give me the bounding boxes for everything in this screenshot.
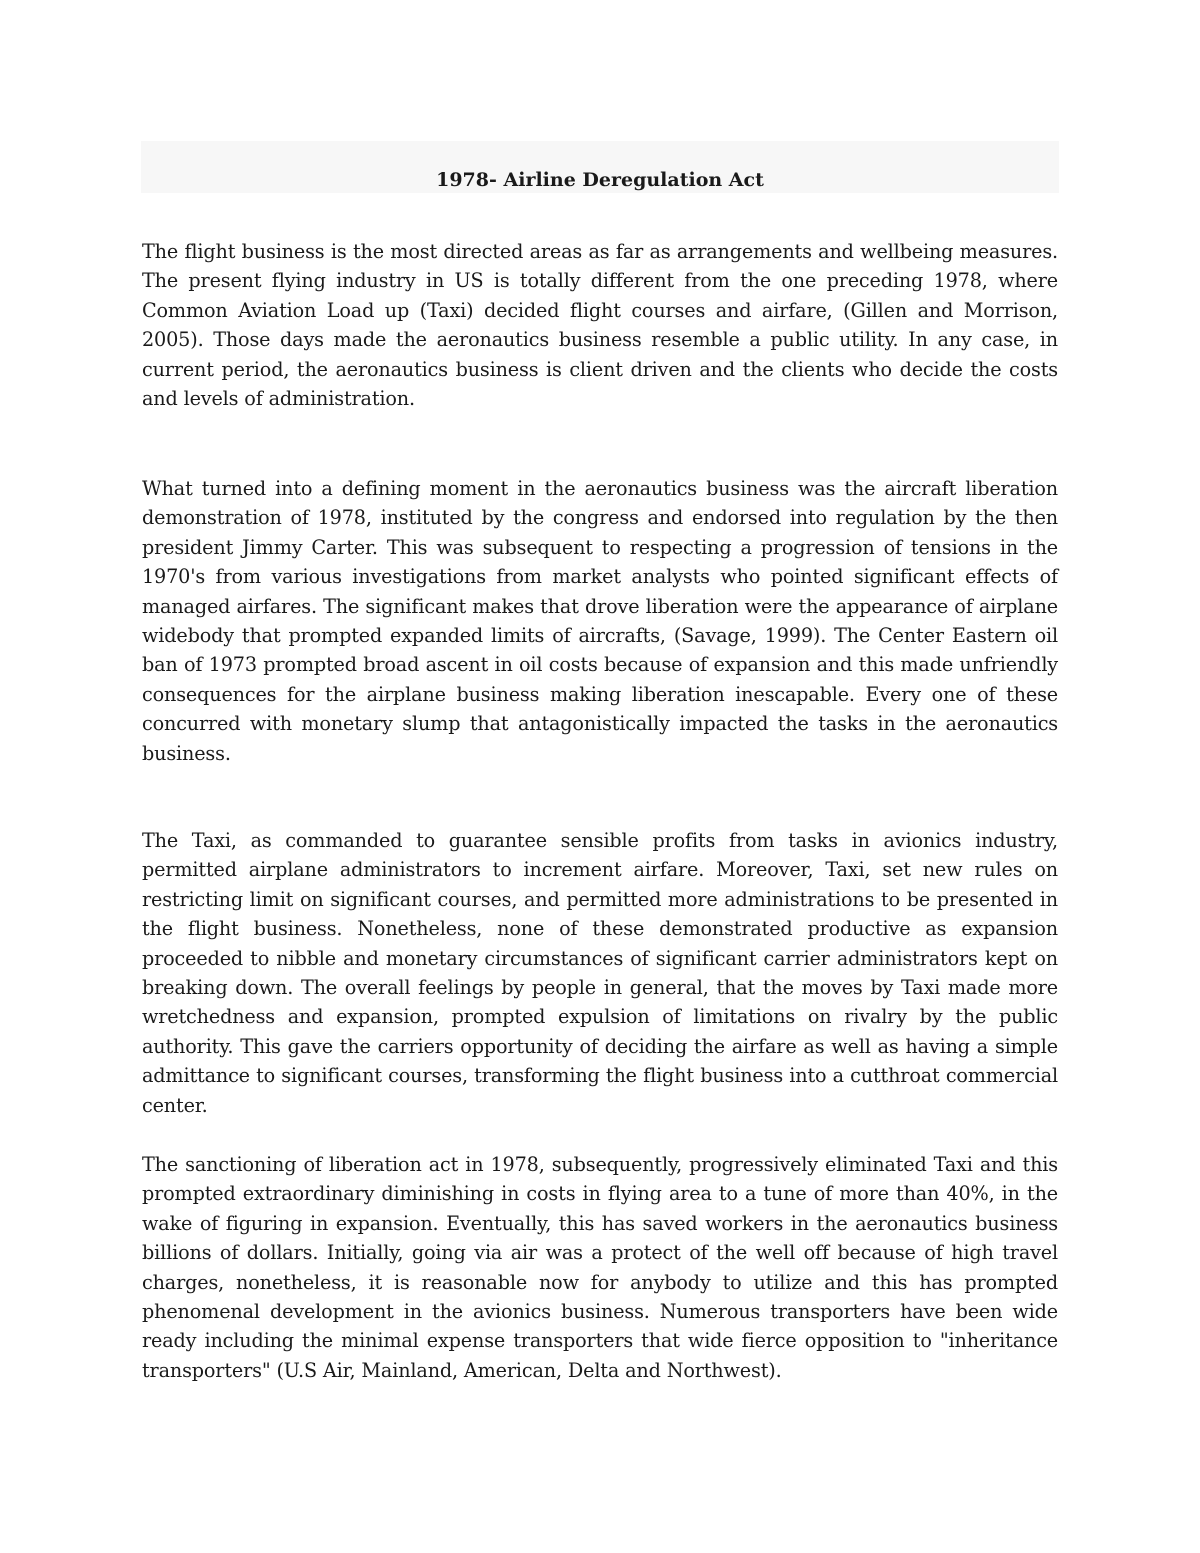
document-title: 1978- Airline Deregulation Act [436,169,764,191]
paragraph-1: The flight business is the most directed areas as far as arrangements and wellbeing measures. The present flying industry in US is totally different from the one preceding 1978, where Common Aviation Load up (Taxi) decided flight courses and airfare, (Gillen and Morrison, 2005). Those days made the aeronautics business resemble a public utility. In any case, in current period, the aeronautics business is client driven and the clients who decide the costs and levels of administration. [142,240,1058,411]
paragraph-4: The sanctioning of liberation act in 1978, subsequently, progressively eliminated Taxi and this prompted extraordinary diminishing in costs in flying area to a tune of more than 40%, in the wake of figuring in expansion. Eventually, this has saved workers in the aeronautics business billions of dollars. Initially, going via air was a protect of the well off because of high travel charges, nonetheless, it is reasonable now for anybody to utilize and this has prompted phenomenal development in the avionics business. Numerous transporters have been wide ready including the minimal expense transporters that wide fierce opposition to "inheritance transporters" (U.S Air, Mainland, American, Delta and Northwest). [142,1153,1058,1382]
paragraph-2: What turned into a defining moment in the aeronautics business was the aircraft liberation demonstration of 1978, instituted by the congress and endorsed into regulation by the then president Jimmy Carter. This was subsequent to respecting a progression of tensions in the 1970's from various investigations from market analysts who pointed significant effects of managed airfares. The significant makes that drove liberation were the appearance of airplane widebody that prompted expanded limits of aircrafts, (Savage, 1999). The Center Eastern oil ban of 1973 prompted broad ascent in oil costs because of expansion and this made unfriendly consequences for the airplane business making liberation inescapable. Every one of these concurred with monetary slump that antagonistically impacted the tasks in the aeronautics business. [142,477,1058,765]
paragraph-3: The Taxi, as commanded to guarantee sensible profits from tasks in avionics industry, permitted airplane administrators to increment airfare. Moreover, Taxi, set new rules on restricting limit on significant courses, and permitted more administrations to be presented in the flight business. Nonetheless, none of these demonstrated productive as expansion proceeded to nibble and monetary circumstances of significant carrier administrators kept on breaking down. The overall feelings by people in general, that the moves by Taxi made more wretchedness and expansion, prompted expulsion of limitations on rivalry by the public authority. This gave the carriers opportunity of deciding the airfare as well as having a simple admittance to significant courses, transforming the flight business into a cutthroat commercial center. [142,829,1058,1117]
